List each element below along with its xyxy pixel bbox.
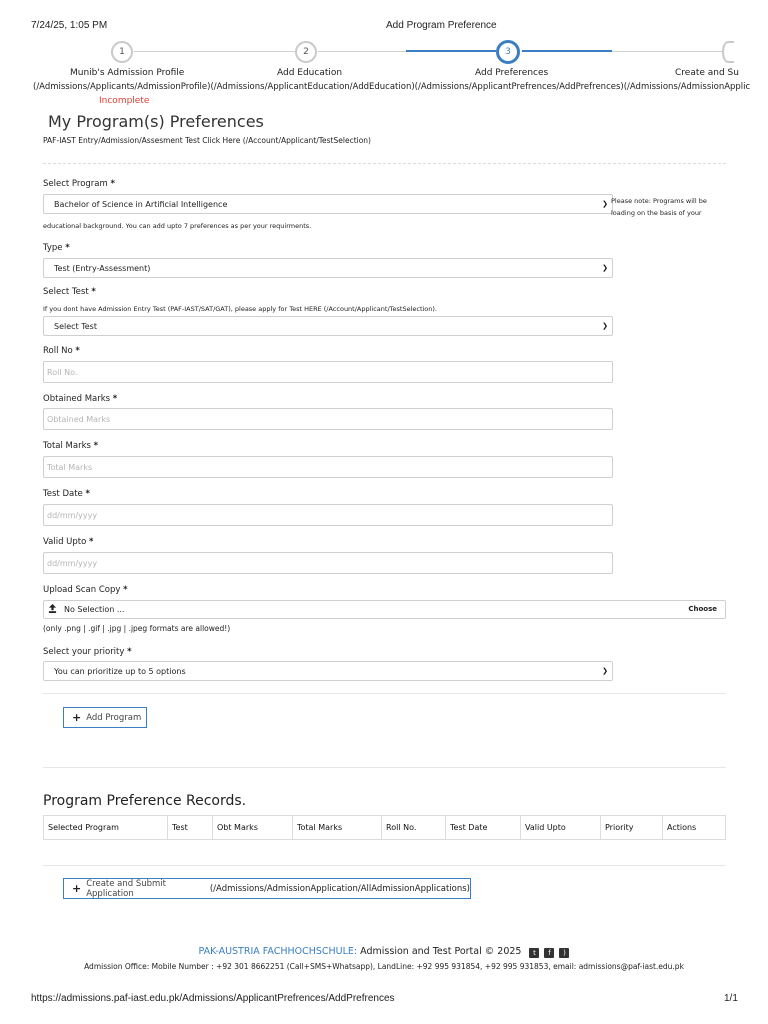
records-table [43,815,726,840]
table-header-row [44,816,726,840]
step-connector-active [406,50,496,52]
print-page-number: 1/1 [724,993,738,1004]
program-helper: educational background. You can add upto 7 preferences as per your requirments. [43,222,312,230]
footer-brand-line [0,946,768,958]
divider [43,865,726,866]
rss-icon[interactable]: ) [559,948,569,958]
valid-upto-label: Valid Upto * [43,537,94,547]
create-submit-label: Create and Submit Application [86,878,167,899]
roll-no-label: Roll No * [43,346,80,356]
col-total-marks: Total Marks [293,816,382,840]
program-note: Please note: Programs will be loading on the basis of your [611,197,707,217]
step-connector [134,51,296,52]
col-selected-program: Selected Program [44,816,168,840]
col-obt-marks: Obt Marks [213,816,293,840]
upload-field[interactable] [43,600,726,619]
records-title: Program Preference Records. [43,793,247,809]
select-test-helper[interactable]: If you dont have Admission Entry Test (PAF-IAST/SAT/GAT), please apply for Test HERE (/Account/Applicant/TestSelection). [43,305,437,313]
add-program-button[interactable] [63,707,147,728]
type-value: Test (Entry-Assessment) [54,263,151,273]
upload-label: Upload Scan Copy * [43,585,128,595]
step-4-label[interactable]: Create and Su [675,68,739,78]
step-connector-active [522,50,612,52]
test-link[interactable]: PAF-IAST Entry/Admission/Assesment Test Click Here (/Account/Applicant/TestSelection) [43,136,371,145]
col-roll-no: Roll No. [382,816,446,840]
priority-value: You can prioritize up to 5 options [54,666,186,676]
print-datetime: 7/24/25, 1:05 PM [31,20,108,31]
select-program-value: Bachelor of Science in Artificial Intelligence [54,199,228,209]
step-4-circle[interactable] [722,41,734,63]
step-1-circle[interactable]: 1 [111,41,133,63]
footer-brand[interactable]: PAK-AUSTRIA FACHHOCHSCHULE: [198,946,358,957]
create-submit-button[interactable] [63,878,471,899]
add-program-label: Add Program [86,712,142,723]
select-test-value: Select Test [54,321,97,331]
select-program-dropdown[interactable] [43,194,613,214]
step-3-circle[interactable]: 3 [496,40,520,64]
upload-value: No Selection ... [64,605,125,614]
divider [43,163,726,164]
total-marks-input[interactable]: Total Marks [43,456,613,478]
select-test-dropdown[interactable] [43,316,613,336]
select-test-label: Select Test * [43,287,96,297]
facebook-icon[interactable]: f [544,948,554,958]
upload-icon [48,604,58,615]
divider [43,693,726,694]
priority-label: Select your priority * [43,647,132,657]
col-test: Test [168,816,213,840]
col-actions: Actions [663,816,726,840]
roll-no-input[interactable]: Roll No. [43,361,613,383]
total-marks-label: Total Marks * [43,441,99,451]
page-title: My Program(s) Preferences [48,112,264,131]
step-1-label[interactable]: Munib's Admission Profile [70,68,185,78]
test-date-input[interactable]: dd/mm/yyyy [43,504,613,526]
divider [43,767,726,768]
col-valid-upto: Valid Upto [521,816,601,840]
create-submit-url: (/Admissions/AdmissionApplication/AllAdmissionApplications) [209,883,470,894]
plus-icon: + [72,882,82,895]
chevron-down-icon: ❯ [602,322,608,330]
step-connector [612,51,722,52]
chevron-down-icon: ❯ [602,200,608,208]
print-title: Add Program Preference [386,20,497,31]
plus-icon: + [72,711,82,724]
type-dropdown[interactable] [43,258,613,278]
twitter-icon[interactable]: t [529,948,539,958]
step-3-label[interactable]: Add Preferences [475,68,549,78]
upload-formats: (only .png | .gif | .jpg | .jpeg formats are allowed!) [43,624,231,633]
col-test-date: Test Date [446,816,521,840]
priority-dropdown[interactable] [43,661,613,681]
print-url: https://admissions.paf-iast.edu.pk/Admissions/ApplicantPrefrences/AddPrefrences [31,993,395,1004]
obtained-marks-input[interactable]: Obtained Marks [43,408,613,430]
valid-upto-input[interactable]: dd/mm/yyyy [43,552,613,574]
obtained-marks-label: Obtained Marks * [43,394,118,404]
chevron-down-icon: ❯ [602,667,608,675]
type-label: Type * [43,243,70,253]
chevron-down-icon: ❯ [602,264,608,272]
footer-contact: Admission Office: Mobile Number : +92 301 8662251 (Call+SMS+Whatsapp), LandLine: +92 995 931854, +92 995 931853, email: admissions@paf-iast.edu.pk [84,962,684,971]
test-date-label: Test Date * [43,489,90,499]
step-1-status: Incomplete [99,96,150,106]
select-program-label: Select Program * [43,179,115,189]
step-urls: (/Admissions/Applicants/AdmissionProfile)(/Admissions/ApplicantEducation/AddEducation)(/Admissions/ApplicantPrefrences/AddPrefrences)(/Admissions/AdmissionApplic [33,82,751,92]
step-2-label[interactable]: Add Education [277,68,343,78]
step-2-circle[interactable]: 2 [295,41,317,63]
footer-portal: Admission and Test Portal © 2025 [360,946,522,957]
choose-file-button[interactable]: Choose [688,605,717,613]
col-priority: Priority [601,816,663,840]
